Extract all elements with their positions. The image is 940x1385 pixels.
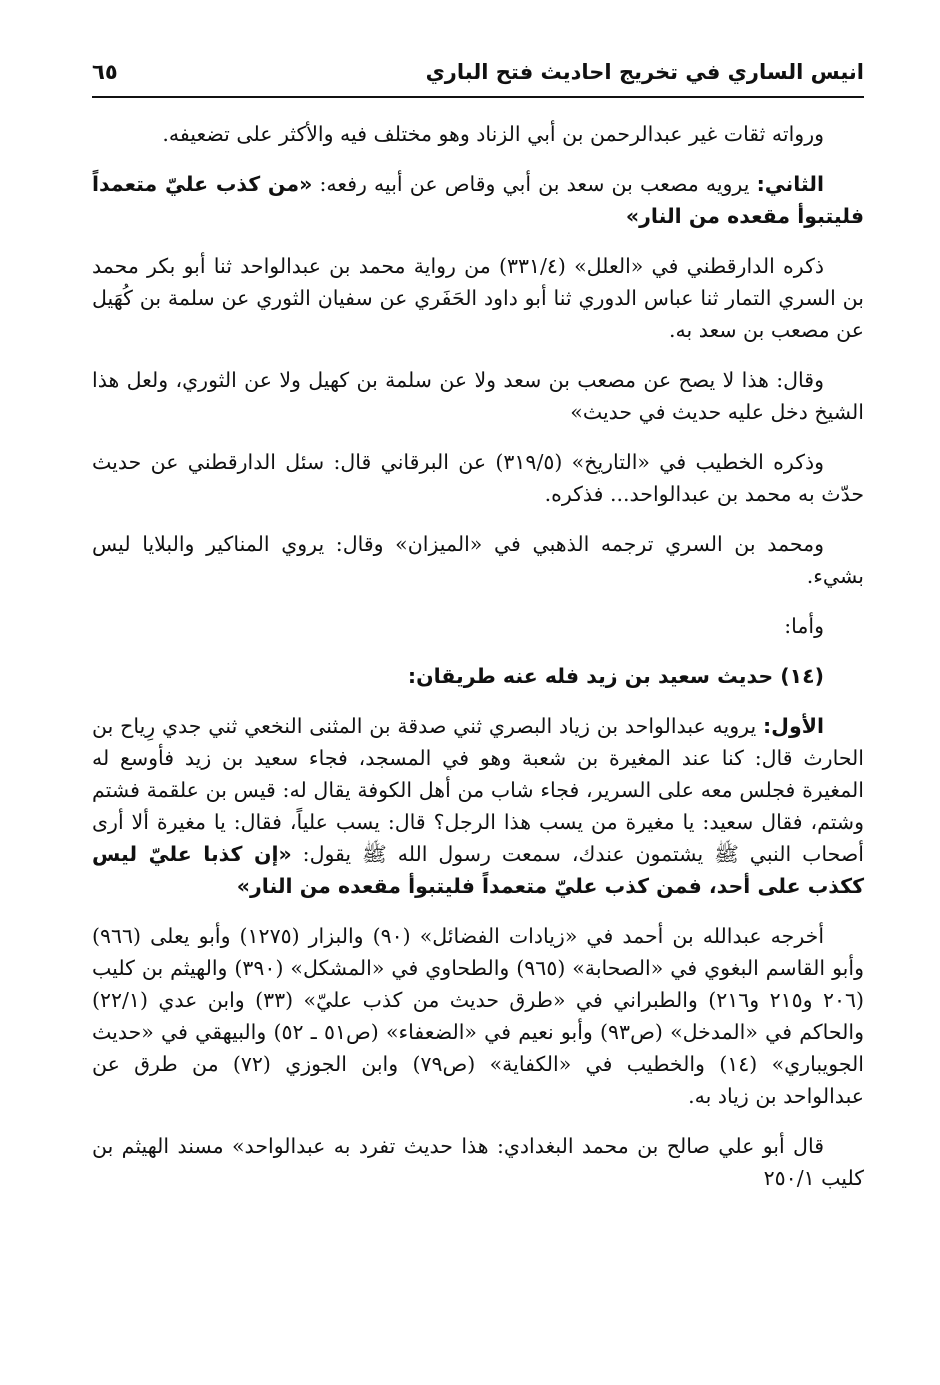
paragraph-6: ومحمد بن السري ترجمه الذهبي في «الميزان» وقال: يروي المناكير والبلايا ليس بشيء. (92, 532, 864, 588)
paragraph-4: وقال: هذا لا يصح عن مصعب بن سعد ولا عن سلمة بن كهيل ولا عن الثوري، ولعل هذا الشيخ دخل عليه حديث في حديث» (92, 368, 864, 424)
paragraph-5: وذكره الخطيب في «التاريخ» (٣١٩/٥) عن البرقاني قال: سئل الدارقطني عن حديث حدّث به محمد بن عبدالواحد... فذكره. (92, 450, 864, 506)
paragraph-9: أخرجه عبدالله بن أحمد في «زيادات الفضائل» (٩٠) والبزار (١٢٧٥) وأبو يعلى (٩٦٦) وأبو القاسم البغوي في «الصحابة» (٩٦٥) والطحاوي في «المشكل» (٣٩٠) والهيثم بن كليب (٢٠٦ و٢١٥ و٢١٦) والطبراني في «طرق حديث من كذب عليّ» (٣٣) وابن عدي (٢٢/١) والحاكم في «المدخل» (ص٩٣) وأبو نعيم في «الضعفاء» (ص٥١ ـ ٥٢) والبيهقي في «حديث الجويباري» (١٤) والخطيب في «الكفاية» (ص٧٩) وابن الجوزي (٧٢) من طرق عن عبدالواحد بن زياد به. (92, 924, 864, 1108)
section-heading: (١٤) حديث سعيد بن زيد فله عنه طريقان: (407, 664, 824, 688)
page-body (92, 118, 864, 1212)
header-rule (92, 96, 864, 98)
paragraph-8-hadith-quote: «إن كذبا عليّ ليس ككذب على أحد، فمن كذب عليّ متعمداً فليتبوأ مقعده من النار» (92, 842, 864, 898)
paragraph-10: قال أبو علي صالح بن محمد البغدادي: هذا حديث تفرد به عبدالواحد» مسند الهيثم بن كليب ٢٥٠/١ (92, 1134, 864, 1190)
paragraph-3: ذكره الدارقطني في «العلل» (٣٣١/٤) من رواية محمد بن عبدالواحد ثنا أبو بكر محمد بن السري التمار ثنا عباس الدوري ثنا أبو داود الحَفَري عن سفيان الثوري عن سلمة بن كُهَيل عن مصعب بن سعد به. (92, 254, 864, 342)
paragraph-2-text: يرويه مصعب بن سعد بن أبي وقاص عن أبيه رفعه: (312, 172, 757, 196)
running-header (92, 58, 864, 98)
paragraph-2-lead: الثاني: (756, 172, 825, 196)
book-title: انيس الساري في تخريج احاديث فتح الباري (425, 60, 864, 84)
paragraph-1: ورواته ثقات غير عبدالرحمن بن أبي الزناد وهو مختلف فيه والأكثر على تضعيفه. (162, 122, 824, 146)
page-number: ٦٥ (92, 60, 118, 84)
paragraph-8 (92, 710, 864, 902)
paragraph-8-text: يرويه عبدالواحد بن زياد البصري ثني صدقة بن المثنى النخعي ثني جدي رِياح بن الحارث قال: كنا عند المغيرة بن شعبة وهو في المسجد، فجاء سعيد بن زيد فأوسع له المغيرة فجلس معه على السرير، فجاء شاب من أهل الكوفة يقال له: قيس بن علقمة فشتم وشتم، فقال سعيد: يا مغيرة من يسب هذا الرجل؟ قال: يسب علياً، فقال: يا مغيرة ألا أرى أصحاب النبي ﷺ يشتمون عندك، سمعت رسول الله ﷺ يقول: (92, 714, 864, 866)
paragraph-8-lead: الأول: (762, 714, 824, 738)
paragraph-2-hadith-quote: «من كذب عليّ متعمداً فليتبوأ مقعده من النار» (92, 172, 864, 228)
paragraph-2 (92, 168, 864, 232)
paragraph-7: وأما: (784, 614, 824, 638)
